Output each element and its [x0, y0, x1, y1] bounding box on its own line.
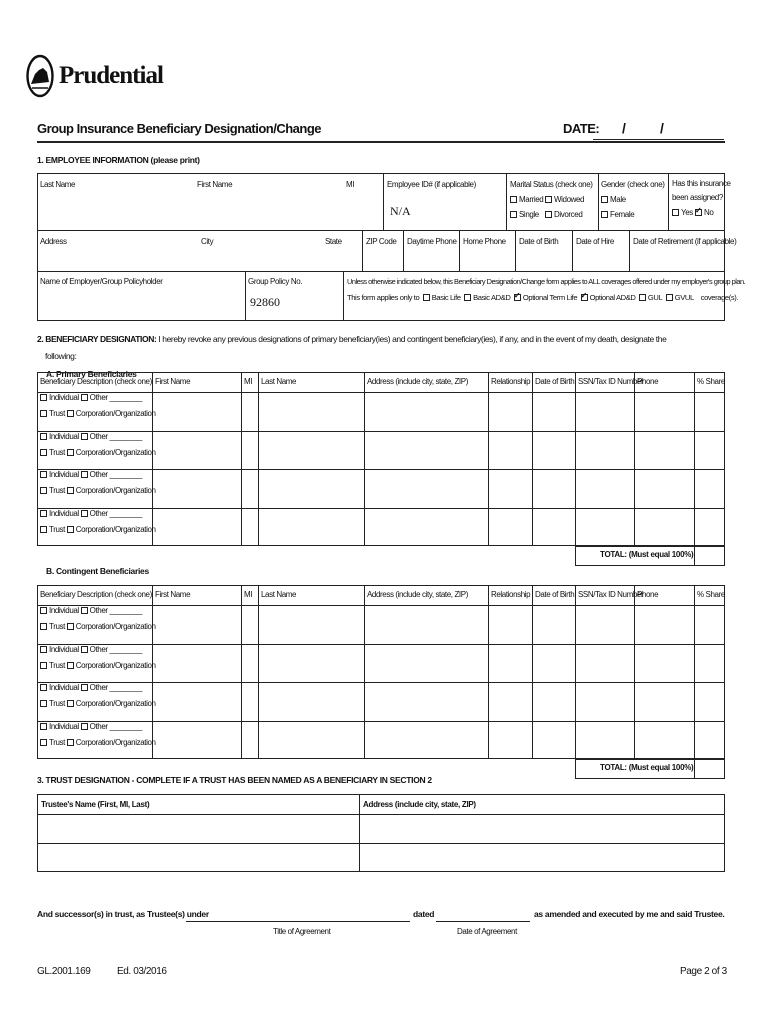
title-of-agreement-line[interactable] — [186, 921, 410, 922]
trustee-address-input-1[interactable] — [360, 815, 724, 842]
corporation-text: Corporation/Organization — [75, 524, 156, 534]
primary-total-label: TOTAL: (Must equal 100%) — [600, 550, 694, 559]
primary-row-2-type-1 — [40, 467, 142, 483]
section3-heading: 3. TRUST DESIGNATION - COMPLETE IF A TRUST HAS BEEN NAMED AS A BENEFICIARY IN SECTION 2 — [37, 775, 432, 785]
individual-text: Individual — [49, 683, 79, 692]
city-label: City — [201, 237, 214, 246]
gvul-text: GVUL — [674, 293, 694, 302]
other-checkbox[interactable] — [81, 471, 88, 478]
col-divider — [241, 372, 242, 546]
date-sep-2: / — [660, 120, 664, 136]
male-option[interactable] — [601, 195, 626, 204]
other-text: Other — [89, 431, 108, 441]
contingent-row-2-type-1 — [40, 680, 142, 696]
employer-label: Name of Employer/Group Policyholder — [40, 277, 163, 286]
trust-checkbox[interactable] — [40, 700, 47, 707]
primary-col-header-1: First Name — [155, 377, 191, 386]
married-checkbox[interactable] — [510, 196, 517, 203]
other-checkbox[interactable] — [81, 646, 88, 653]
other-blank[interactable]: ________ — [109, 393, 142, 402]
divorced-option[interactable] — [545, 210, 582, 219]
individual-checkbox[interactable] — [40, 510, 47, 517]
individual-text: Individual — [49, 721, 79, 731]
trust-checkbox[interactable] — [40, 662, 47, 669]
other-blank[interactable]: ________ — [109, 721, 142, 731]
other-text: Other — [89, 508, 108, 518]
corporation-checkbox[interactable] — [67, 739, 74, 746]
last-name-label: Last Name — [40, 180, 76, 189]
trust-text: Trust — [49, 622, 65, 631]
first-name-label: First Name — [197, 180, 233, 189]
col-divider — [634, 585, 635, 759]
contingent-col-header-7: SSN/Tax ID Number — [578, 590, 644, 599]
gul-checkbox[interactable] — [639, 294, 646, 301]
coverages-text: coverage(s). — [700, 293, 739, 302]
applies-text: This form applies only to — [347, 293, 420, 302]
divorced-checkbox[interactable] — [545, 211, 552, 218]
section2-text-2: following: — [45, 351, 77, 361]
dob-label: Date of Birth — [519, 237, 559, 246]
contingent-col-header-6: Date of Birth — [535, 590, 575, 599]
page-number: Page 2 of 3 — [680, 966, 727, 977]
primary-col-header-2: MI — [244, 377, 253, 386]
optional-add-checkbox[interactable] — [581, 294, 588, 301]
employee-id-label: Employee ID# (if applicable) — [387, 180, 476, 189]
individual-checkbox[interactable] — [40, 471, 47, 478]
col-divider — [515, 230, 516, 271]
col-divider — [258, 372, 259, 546]
other-checkbox[interactable] — [81, 433, 88, 440]
other-checkbox[interactable] — [81, 684, 88, 691]
dor-label: Date of Retirement (if applicable) — [633, 237, 737, 246]
contingent-row-3-type-2 — [40, 735, 156, 751]
male-checkbox[interactable] — [601, 196, 608, 203]
individual-text: Individual — [49, 470, 79, 479]
contingent-total-label: TOTAL: (Must equal 100%) — [600, 763, 694, 772]
assigned-question-2: been assigned? — [672, 193, 723, 202]
single-option[interactable] — [510, 210, 539, 219]
section1-heading: 1. EMPLOYEE INFORMATION (please print) — [37, 155, 200, 165]
corporation-checkbox[interactable] — [67, 410, 74, 417]
home-phone-label: Home Phone — [463, 237, 506, 246]
corporation-text: Corporation/Organization — [75, 660, 156, 670]
other-checkbox[interactable] — [81, 510, 88, 517]
trust-text: Trust — [49, 447, 65, 457]
trust-text: Trust — [49, 524, 65, 534]
row-divider — [37, 230, 725, 231]
other-blank[interactable]: ________ — [109, 470, 142, 479]
primary-col-header-0: Beneficiary Description (check one) — [40, 377, 152, 386]
primary-col-header-8: Phone — [637, 377, 659, 386]
contingent-row-0-type-2 — [40, 619, 156, 635]
primary-heading: A. Primary Beneficiaries — [46, 369, 137, 379]
section2-text-1: I hereby revoke any previous designations of primary beneficiary(ies) and contingent beneficiary(ies), if any, and in the event of my death, designate the — [158, 334, 667, 344]
section2-heading: 2. BENEFICIARY DESIGNATION: — [37, 334, 157, 344]
row-divider — [37, 271, 725, 272]
mi-label: MI — [346, 180, 355, 189]
corporation-text: Corporation/Organization — [75, 699, 156, 708]
widowed-checkbox[interactable] — [545, 196, 552, 203]
individual-checkbox[interactable] — [40, 433, 47, 440]
col-divider — [532, 585, 533, 759]
title-rule — [37, 141, 725, 143]
trust-text: Trust — [49, 699, 65, 708]
primary-row-0-type-2 — [40, 406, 156, 422]
corporation-text: Corporation/Organization — [75, 737, 156, 747]
notice-line-1: Unless otherwise indicated below, this Beneficiary Designation/Change form applies to ALL coverages offered under my employer's group plan. — [347, 277, 746, 286]
rock-icon — [26, 54, 54, 98]
prudential-logo — [26, 54, 54, 103]
group-policy-label: Group Policy No. — [248, 277, 303, 286]
corporation-checkbox[interactable] — [67, 449, 74, 456]
edition: Ed. 03/2016 — [117, 966, 167, 977]
contingent-row-3-type-1 — [40, 719, 142, 735]
optional-term-life-text: Optional Term Life — [522, 293, 578, 302]
col-divider — [694, 372, 695, 546]
primary-col-header-6: Date of Birth — [535, 377, 575, 386]
individual-text: Individual — [49, 431, 79, 441]
brand-name: Prudential — [59, 62, 163, 89]
primary-row-0-type-1 — [40, 390, 142, 406]
primary-row-3-type-2 — [40, 522, 156, 538]
individual-checkbox[interactable] — [40, 607, 47, 614]
contingent-col-header-9: % Share — [697, 590, 725, 599]
contingent-row-1-type-2 — [40, 658, 156, 674]
gender-label: Gender (check one) — [601, 180, 665, 189]
col-divider — [364, 585, 365, 759]
married-option[interactable] — [510, 195, 543, 204]
trust-checkbox[interactable] — [40, 410, 47, 417]
trust-checkbox[interactable] — [40, 449, 47, 456]
corporation-checkbox[interactable] — [67, 662, 74, 669]
individual-text: Individual — [49, 508, 79, 518]
primary-col-header-3: Last Name — [261, 377, 297, 386]
col-divider — [634, 372, 635, 546]
state-label: State — [325, 237, 342, 246]
other-text: Other — [89, 644, 108, 654]
daytime-phone-label: Daytime Phone — [407, 237, 457, 246]
male-text: Male — [610, 195, 626, 204]
col-divider — [488, 585, 489, 759]
basic-life-text: Basic Life — [431, 293, 461, 302]
contingent-row-0-type-1 — [40, 603, 142, 619]
other-text: Other — [89, 606, 108, 615]
primary-col-header-5: Relationship — [491, 377, 531, 386]
trustee-name-label: Trustee's Name (First, MI, Last) — [41, 800, 150, 809]
corporation-text: Corporation/Organization — [75, 447, 156, 457]
contingent-col-header-8: Phone — [637, 590, 659, 599]
group-policy-value[interactable]: 92860 — [250, 295, 280, 309]
trust-address-label: Address (include city, state, ZIP) — [363, 800, 476, 809]
trust-checkbox[interactable] — [40, 739, 47, 746]
corporation-checkbox[interactable] — [67, 526, 74, 533]
primary-total-input[interactable] — [695, 547, 724, 565]
no-text: No — [704, 208, 714, 217]
contingent-col-header-5: Relationship — [491, 590, 531, 599]
trustee-name-input-2[interactable] — [38, 844, 358, 871]
other-blank[interactable]: ________ — [109, 644, 142, 654]
trust-checkbox[interactable] — [40, 487, 47, 494]
corporation-text: Corporation/Organization — [75, 622, 156, 631]
contingent-total-input[interactable] — [695, 760, 724, 778]
corporation-text: Corporation/Organization — [75, 409, 156, 418]
col-divider — [362, 230, 363, 271]
contingent-col-header-3: Last Name — [261, 590, 297, 599]
col-divider — [343, 271, 344, 321]
corporation-checkbox[interactable] — [67, 700, 74, 707]
yes-checkbox[interactable] — [672, 209, 679, 216]
col-divider — [403, 230, 404, 271]
widowed-text: Widowed — [554, 195, 585, 204]
trust-text: Trust — [49, 486, 65, 495]
col-divider — [245, 271, 246, 321]
corporation-checkbox[interactable] — [67, 487, 74, 494]
other-checkbox[interactable] — [81, 607, 88, 614]
date-of-agreement-label: Date of Agreement — [457, 927, 517, 936]
widowed-option[interactable] — [545, 195, 584, 204]
primary-row-1-type-1 — [40, 429, 142, 445]
individual-text: Individual — [49, 644, 79, 654]
primary-col-header-4: Address (include city, state, ZIP) — [367, 377, 468, 386]
corporation-text: Corporation/Organization — [75, 486, 156, 495]
yes-text: Yes — [681, 208, 693, 217]
no-option[interactable] — [695, 208, 713, 217]
female-text: Female — [610, 210, 635, 219]
primary-row-3-type-1 — [40, 506, 142, 522]
executed-text: as amended and executed by me and said Trustee. — [534, 909, 725, 919]
col-divider — [488, 372, 489, 546]
col-divider — [575, 372, 576, 546]
individual-text: Individual — [49, 393, 79, 402]
single-checkbox[interactable] — [510, 211, 517, 218]
contingent-row-1-type-1 — [40, 642, 142, 658]
col-divider — [241, 585, 242, 759]
col-divider — [575, 585, 576, 759]
contingent-col-header-0: Beneficiary Description (check one) — [40, 590, 152, 599]
trust-text: Trust — [49, 660, 65, 670]
successor-text: And successor(s) in trust, as Trustee(s) under — [37, 909, 209, 919]
married-text: Married — [519, 195, 544, 204]
form-number: GL.2001.169 — [37, 966, 91, 977]
trustee-name-input-1[interactable] — [38, 815, 358, 842]
col-divider — [383, 173, 384, 230]
other-text: Other — [89, 721, 108, 731]
optional-term-life-checkbox[interactable] — [514, 294, 521, 301]
dated-text: dated — [413, 909, 435, 919]
primary-col-header-7: SSN/Tax ID Number — [578, 377, 644, 386]
col-divider — [532, 372, 533, 546]
primary-row-1-type-2 — [40, 445, 156, 461]
employee-id-value[interactable]: N/A — [390, 204, 411, 218]
col-divider — [598, 173, 599, 230]
address-label: Address — [40, 237, 67, 246]
basic-add-checkbox[interactable] — [464, 294, 471, 301]
trust-text: Trust — [49, 737, 65, 747]
zip-label: ZIP Code — [366, 237, 397, 246]
female-option[interactable] — [601, 210, 634, 219]
section2-text — [37, 334, 666, 344]
col-divider — [258, 585, 259, 759]
col-divider — [364, 372, 365, 546]
contingent-col-header-4: Address (include city, state, ZIP) — [367, 590, 468, 599]
trust-checkbox[interactable] — [40, 623, 47, 630]
single-text: Single — [519, 210, 539, 219]
doh-label: Date of Hire — [576, 237, 614, 246]
assigned-question-1: Has this insurance — [672, 179, 731, 188]
col-divider — [668, 173, 669, 230]
contingent-row-2-type-2 — [40, 696, 156, 712]
notice-line-2 — [347, 293, 738, 302]
basic-life-checkbox[interactable] — [423, 294, 430, 301]
date-of-agreement-line[interactable] — [436, 921, 530, 922]
col-divider — [694, 585, 695, 759]
gvul-checkbox[interactable] — [666, 294, 673, 301]
trustee-address-input-2[interactable] — [360, 844, 724, 871]
divorced-text: Divorced — [554, 210, 583, 219]
other-blank[interactable]: ________ — [109, 431, 142, 441]
basic-add-text: Basic AD&D — [473, 293, 511, 302]
other-text: Other — [89, 683, 108, 692]
date-sep-1: / — [622, 120, 626, 136]
corporation-checkbox[interactable] — [67, 623, 74, 630]
other-blank[interactable]: ________ — [109, 508, 142, 518]
col-divider — [459, 230, 460, 271]
individual-checkbox[interactable] — [40, 646, 47, 653]
other-text: Other — [89, 470, 108, 479]
date-label: DATE: — [563, 121, 600, 136]
trust-text: Trust — [49, 409, 65, 418]
other-blank[interactable]: ________ — [109, 606, 142, 615]
title-of-agreement-label: Title of Agreement — [273, 927, 331, 936]
col-divider — [572, 230, 573, 271]
col-divider — [506, 173, 507, 230]
no-checkbox[interactable] — [695, 209, 702, 216]
date-line[interactable] — [593, 139, 724, 140]
female-checkbox[interactable] — [601, 211, 608, 218]
other-checkbox[interactable] — [81, 394, 88, 401]
individual-checkbox[interactable] — [40, 723, 47, 730]
marital-status-label: Marital Status (check one) — [510, 180, 593, 189]
trust-checkbox[interactable] — [40, 526, 47, 533]
form-title: Group Insurance Beneficiary Designation/Change — [37, 121, 322, 136]
yes-option[interactable] — [672, 208, 693, 217]
individual-checkbox[interactable] — [40, 394, 47, 401]
contingent-heading: B. Contingent Beneficiaries — [46, 566, 149, 576]
optional-add-text: Optional AD&D — [589, 293, 636, 302]
primary-row-2-type-2 — [40, 483, 156, 499]
other-text: Other — [89, 393, 108, 402]
primary-col-header-9: % Share — [697, 377, 725, 386]
individual-text: Individual — [49, 606, 79, 615]
col-divider — [629, 230, 630, 271]
contingent-col-header-2: MI — [244, 590, 253, 599]
other-checkbox[interactable] — [81, 723, 88, 730]
other-blank[interactable]: ________ — [109, 683, 142, 692]
gul-text: GUL — [647, 293, 663, 302]
individual-checkbox[interactable] — [40, 684, 47, 691]
contingent-col-header-1: First Name — [155, 590, 191, 599]
